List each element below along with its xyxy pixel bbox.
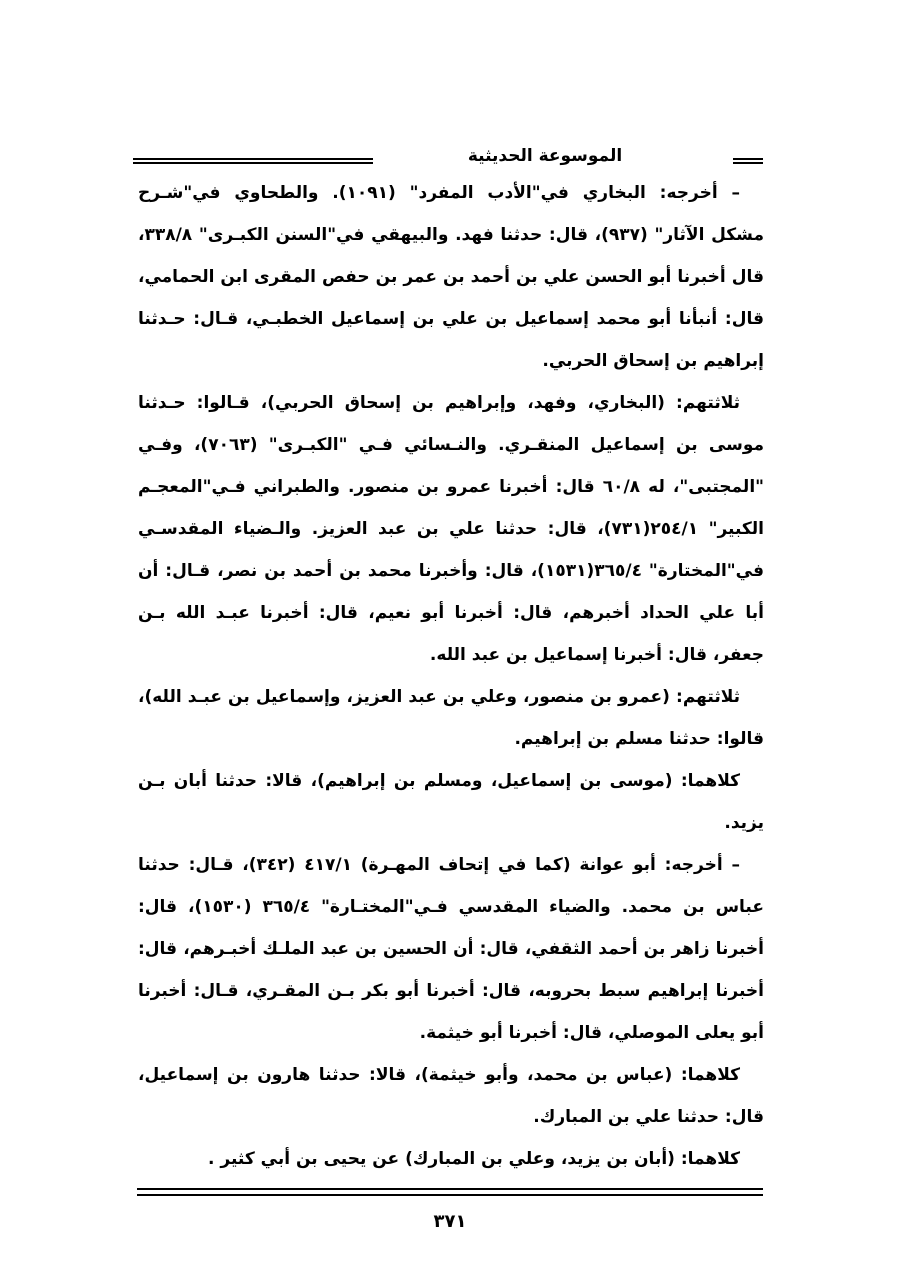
running-header bbox=[133, 148, 763, 172]
paragraph: كلاهما: (أبان بن يزيد، وعلي بن المبارك) عن يحيى بن أبي كثير . bbox=[208, 1149, 740, 1169]
header-rule-left bbox=[133, 158, 373, 164]
paragraph: كلاهما: (عباس بن محمد، وأبو خيثمة)، قالا: حدثنا هارون بن إسماعيل، قال: حدثنا علي بن المبارك. bbox=[138, 1065, 764, 1127]
paragraph: – أخرجه: البخاري في"الأدب المفرد" (١٠٩١). والطحاوي في"شـرح مشكل الآثار" (٩٣٧)، قال: حدثنا فهد. والبيهقي في"السنن الكبـرى" ٣٣٨/٨، قال أخبرنا أبو الحسن علي بن أحمد بن عمر بن حفص المقرى ابن الحمامي، قال: أنبأنا أبو محمد إسماعيل بن علي بن إسماعيل الخطبـي، قـال: حـدثنا إبراهيم بن إسحاق الحربي. bbox=[138, 183, 764, 371]
header-title: الموسوعة الحديثية bbox=[467, 146, 623, 166]
paragraph: كلاهما: (موسى بن إسماعيل، ومسلم بن إبراهيم)، قالا: حدثنا أبان بـن يزيد. bbox=[138, 771, 764, 833]
footer-rule bbox=[137, 1188, 763, 1190]
header-rule-right bbox=[733, 158, 763, 164]
page-number: ٣٧١ bbox=[433, 1211, 467, 1232]
paragraph: ثلاثتهم: (عمرو بن منصور، وعلي بن عبد العزيز، وإسماعيل بن عبـد الله)، قالوا: حدثنا مسلم بن إبراهيم. bbox=[138, 687, 764, 749]
footer-rule-secondary bbox=[137, 1194, 763, 1196]
paragraph: – أخرجه: أبو عوانة (كما في إتحاف المهـرة) ٤١٧/١ (٣٤٢)، قـال: حدثنا عباس بن محمد. والضياء المقدسي فـي"المختـارة" ٣٦٥/٤ (١٥٣٠)، قال: أخبرنا زاهر بن أحمد الثقفي، قال: أن الحسين بن عبد الملـك أخبـرهم، قال: أخبرنا إبراهيم سبط بحروبه، قال: أخبرنا أبو بكر بـن المقـري، قـال: أخبرنا أبو يعلى الموصلي، قال: أخبرنا أبو خيثمة. bbox=[138, 855, 764, 1043]
body-text bbox=[138, 172, 764, 1180]
paragraph: ثلاثتهم: (البخاري، وفهد، وإبراهيم بن إسحاق الحربي)، قـالوا: حـدثنا موسى بن إسماعيل المنقـري. والنـسائي فـي "الكبـرى" (٧٠٦٣)، وفـي "المجتبى"، له ٦٠/٨ قال: أخبرنا عمرو بن منصور. والطبراني فـي"المعجـم الكبير" ٢٥٤/١(٧٣١)، قال: حدثنا علي بن عبد العزيز. والـضياء المقدسـي في"المختارة" ٣٦٥/٤(١٥٣١)، قال: وأخبرنا محمد بن أحمد بن نصر، قـال: أن أبا علي الحداد أخبرهم، قال: أخبرنا أبو نعيم، قال: أخبرنا عبـد الله بـن جعفر، قال: أخبرنا إسماعيل بن عبد الله. bbox=[138, 393, 765, 665]
